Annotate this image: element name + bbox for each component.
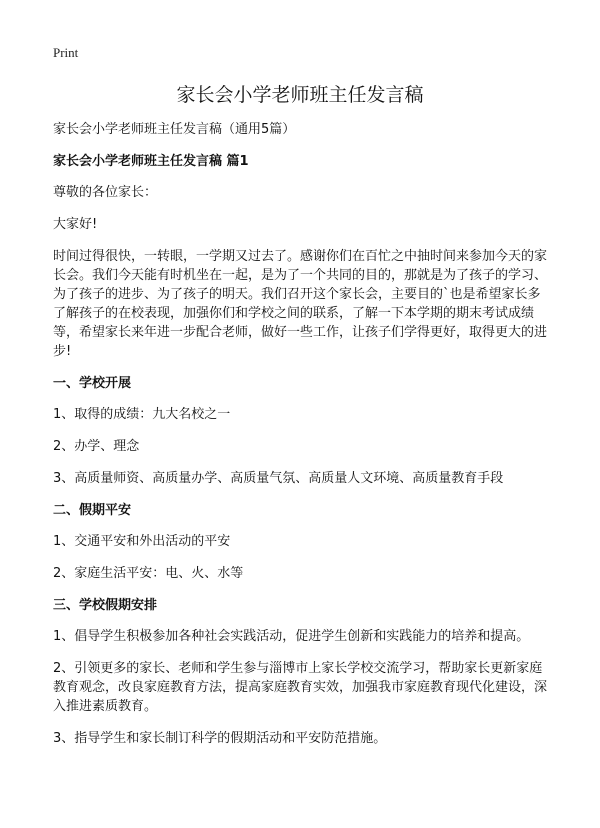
list-item: 2、办学、理念 — [53, 439, 140, 454]
list-item: 2、引领更多的家长、老师和学生参与淄博市上家长学校交流学习，帮助家长更新家庭教育观念，改良家庭教育方法，提高家庭教育实效，加强我市家庭教育现代化建设，深入推进素质教育。 — [53, 661, 548, 714]
article-heading: 家长会小学老师班主任发言稿 篇1 — [53, 154, 249, 169]
list-item: 3、高质量师资、高质量办学、高质量气氛、高质量人文环境、高质量教育手段 — [53, 471, 504, 486]
section-heading: 一、学校开展 — [53, 376, 132, 391]
list-item: 1、倡导学生积极参加各种社会实践活动，促进学生创新和实践能力的培养和提高。 — [53, 629, 530, 644]
greeting-hello: 大家好! — [53, 217, 98, 232]
list-item: 1、交通平安和外出活动的平安 — [53, 534, 231, 549]
list-item: 1、取得的成绩：九大名校之一 — [53, 407, 231, 422]
list-item: 3、指导学生和家长制订科学的假期活动和平安防范措施。 — [53, 731, 387, 746]
list-item: 2、家庭生活平安：电、火、水等 — [53, 566, 244, 581]
section-heading: 三、学校假期安排 — [53, 598, 158, 613]
page-title: 家长会小学老师班主任发言稿 — [176, 84, 424, 106]
section-heading: 二、假期平安 — [53, 503, 132, 518]
greeting-salutation: 尊敬的各位家长： — [53, 185, 158, 200]
print-link[interactable]: Print — [53, 45, 79, 60]
document-body — [53, 120, 548, 761]
intro-paragraph: 时间过得很快，一转眼，一学期又过去了。感谢你们在百忙之中抽时间来参加今天的家长会。我们今天能有时机坐在一起，是为了一个共同的目的，那就是为了孩子的学习、为了孩子的进步、为了孩子的明天。我们召开这个家长会，主要目的`也是希望家长多了解孩子的在校表现，加强你们和学校之间的联系，了解一下本学期的期末考试成绩等，希望家长来年进一步配合老师，做好一些工作，让孩子们学得更好，取得更大的进步! — [53, 249, 548, 359]
document-subtitle: 家长会小学老师班主任发言稿（通用5篇） — [53, 122, 296, 137]
